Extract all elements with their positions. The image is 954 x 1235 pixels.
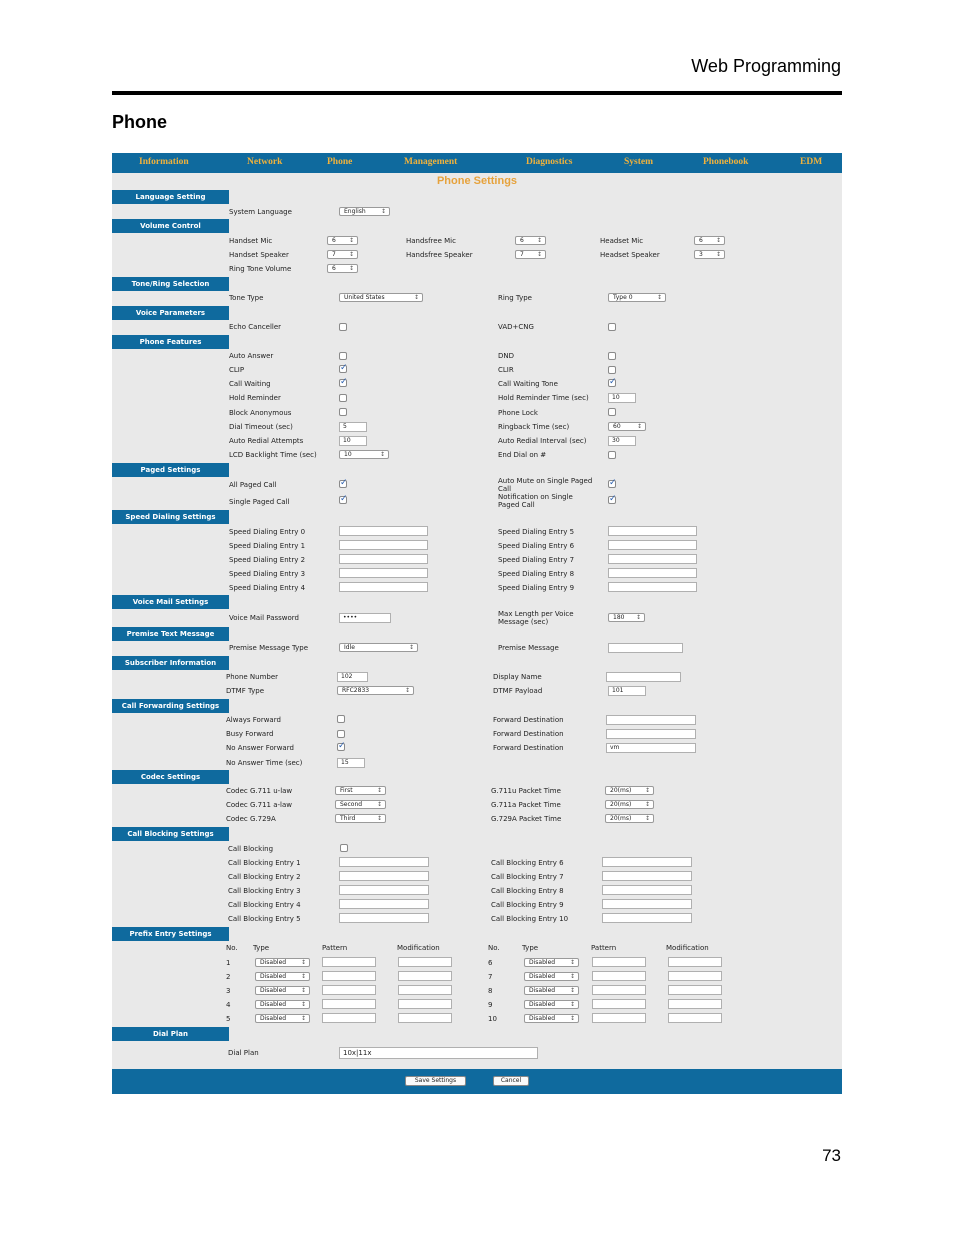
codec-g711u-select[interactable]: First ↕ xyxy=(335,786,386,795)
forward-destination-input[interactable]: vm xyxy=(606,743,696,753)
call-blocking-entry-input[interactable] xyxy=(602,913,692,923)
dnd-checkbox[interactable] xyxy=(608,352,616,360)
speed-entry-input[interactable] xyxy=(608,568,697,578)
call-blocking-entry-label: Call Blocking Entry 3 xyxy=(228,887,301,895)
display-name-input[interactable] xyxy=(606,672,681,682)
call-blocking-entry-label: Call Blocking Entry 2 xyxy=(228,873,301,881)
clip-checkbox[interactable] xyxy=(339,365,347,373)
g729a-packet-time-label: G.729A Packet Time xyxy=(491,815,562,823)
dtmf-type-select[interactable]: RFC2833 ↕ xyxy=(337,686,414,695)
footer-bar xyxy=(112,1069,842,1094)
codec-g711a-label: Codec G.711 a-law xyxy=(226,801,293,809)
forward-destination-input[interactable] xyxy=(606,729,696,739)
call-blocking-label: Call Blocking xyxy=(228,845,274,853)
headset-speaker-select[interactable]: 3 ↕ xyxy=(694,250,725,259)
handset-speaker-select[interactable]: 7 ↕ xyxy=(327,250,358,259)
lcd-backlight-select[interactable]: 10 ↕ xyxy=(339,450,389,459)
dtmf-payload-input[interactable]: 101 xyxy=(608,686,646,696)
section-tone: Tone/Ring Selection xyxy=(112,277,229,291)
prefix-row-number: 2 xyxy=(226,973,231,981)
codec-g729a-select[interactable]: Third ↕ xyxy=(335,814,386,823)
echo-canceller-label: Echo Canceller xyxy=(229,323,282,331)
premise-type-label: Premise Message Type xyxy=(229,644,309,652)
nav-network[interactable]: Network xyxy=(247,157,283,167)
call-blocking-checkbox[interactable] xyxy=(340,844,348,852)
section-premise-text: Premise Text Message xyxy=(112,627,229,641)
call-blocking-entry-label: Call Blocking Entry 10 xyxy=(491,915,569,923)
speed-entry-input[interactable] xyxy=(608,554,697,564)
call-waiting-tone-label: Call Waiting Tone xyxy=(498,380,558,388)
speed-entry-input[interactable] xyxy=(608,540,697,550)
prefix-modification-input[interactable] xyxy=(398,1013,452,1023)
dtmf-payload-label: DTMF Payload xyxy=(493,687,543,695)
section-speed-dialing: Speed Dialing Settings xyxy=(112,510,229,524)
section-language: Language Setting xyxy=(112,190,229,204)
prefix-type-select[interactable]: Disabled ↕ xyxy=(255,1000,310,1009)
prefix-modification-input[interactable] xyxy=(668,971,722,981)
call-blocking-entry-input[interactable] xyxy=(602,857,692,867)
speed-entry-label: Speed Dialing Entry 3 xyxy=(229,570,306,578)
tone-type-select[interactable]: United States ↕ xyxy=(339,293,423,302)
prefix-row-number: 9 xyxy=(488,1001,493,1009)
echo-canceller-checkbox[interactable] xyxy=(339,323,347,331)
forward-destination-label: Forward Destination xyxy=(493,744,564,752)
call-blocking-entry-label: Call Blocking Entry 4 xyxy=(228,901,301,909)
nav-phonebook[interactable]: Phonebook xyxy=(703,157,749,167)
section-subscriber: Subscriber Information xyxy=(112,656,229,670)
handset-speaker-label: Handset Speaker xyxy=(229,251,289,259)
section-dial-plan: Dial Plan xyxy=(112,1027,229,1041)
max-length-select[interactable]: 180 ↕ xyxy=(608,613,645,622)
always-forward-checkbox[interactable] xyxy=(337,715,345,723)
no-answer-time-label: No Answer Time (sec) xyxy=(226,759,303,767)
speed-entry-label: Speed Dialing Entry 6 xyxy=(498,542,575,550)
prefix-row-number: 1 xyxy=(226,959,231,967)
section-phone-features: Phone Features xyxy=(112,335,229,349)
prefix-pattern-input[interactable] xyxy=(322,1013,376,1023)
nav-edm[interactable]: EDM xyxy=(800,157,823,167)
speed-entry-input[interactable] xyxy=(339,526,428,536)
speed-entry-label: Speed Dialing Entry 9 xyxy=(498,584,575,592)
prefix-modification-input[interactable] xyxy=(668,999,722,1009)
prefix-pattern-input[interactable] xyxy=(322,957,376,967)
hold-reminder-label: Hold Reminder xyxy=(229,394,281,402)
call-blocking-entry-input[interactable] xyxy=(339,885,429,895)
no-answer-time-input[interactable]: 15 xyxy=(337,758,365,768)
end-dial-checkbox[interactable] xyxy=(608,451,616,459)
phone-number-label: Phone Number xyxy=(226,673,279,681)
section-voice-parameters: Voice Parameters xyxy=(112,306,229,320)
prefix-pattern-input[interactable] xyxy=(592,971,646,981)
prefix-pattern-input[interactable] xyxy=(592,1013,646,1023)
prefix-pattern-input[interactable] xyxy=(592,999,646,1009)
prefix-modification-input[interactable] xyxy=(398,985,452,995)
g729a-packet-time-select[interactable]: 20(ms) ↕ xyxy=(605,814,654,823)
prefix-header-type: Type xyxy=(522,944,539,952)
block-anonymous-checkbox[interactable] xyxy=(339,408,347,416)
speed-entry-input[interactable] xyxy=(339,554,428,564)
call-blocking-entry-input[interactable] xyxy=(602,871,692,881)
prefix-pattern-input[interactable] xyxy=(592,985,646,995)
notification-label-line1: Notification on Single xyxy=(498,493,573,501)
call-blocking-entry-input[interactable] xyxy=(339,913,429,923)
speed-entry-input[interactable] xyxy=(339,540,428,550)
clip-label: CLIP xyxy=(229,366,245,374)
max-length-label-line1: Max Length per Voice xyxy=(498,610,574,618)
ringback-time-select[interactable]: 60 ↕ xyxy=(608,422,646,431)
call-blocking-entry-input[interactable] xyxy=(602,899,692,909)
always-forward-label: Always Forward xyxy=(226,716,281,724)
prefix-pattern-input[interactable] xyxy=(322,985,376,995)
ring-type-select[interactable]: Type 0 ↕ xyxy=(608,293,666,302)
call-blocking-entry-label: Call Blocking Entry 8 xyxy=(491,887,564,895)
page-number: 73 xyxy=(822,1146,841,1165)
codec-g711a-select[interactable]: Second ↕ xyxy=(335,800,386,809)
call-blocking-entry-label: Call Blocking Entry 9 xyxy=(491,901,564,909)
no-answer-forward-label: No Answer Forward xyxy=(226,744,294,752)
forward-destination-input[interactable] xyxy=(606,715,696,725)
all-paged-call-label: All Paged Call xyxy=(229,481,277,489)
handsfree-mic-label: Handsfree Mic xyxy=(406,237,456,245)
prefix-type-select[interactable]: Disabled ↕ xyxy=(524,1000,579,1009)
auto-redial-interval-input[interactable]: 30 xyxy=(608,436,636,446)
dial-plan-input[interactable]: 10x|11x xyxy=(339,1047,538,1059)
section-prefix-entry: Prefix Entry Settings xyxy=(112,927,229,941)
voice-mail-password-input[interactable]: •••• xyxy=(339,613,391,623)
prefix-modification-input[interactable] xyxy=(668,957,722,967)
premise-type-select[interactable]: Idle ↕ xyxy=(339,643,418,652)
auto-mute-label-line2: Call xyxy=(498,485,512,493)
headset-mic-select[interactable]: 6 ↕ xyxy=(694,236,725,245)
call-blocking-entry-label: Call Blocking Entry 6 xyxy=(491,859,564,867)
speed-entry-label: Speed Dialing Entry 2 xyxy=(229,556,306,564)
prefix-row-number: 6 xyxy=(488,959,493,967)
codec-g729a-label: Codec G.729A xyxy=(226,815,276,823)
lcd-backlight-label: LCD Backlight Time (sec) xyxy=(229,451,317,459)
speed-entry-label: Speed Dialing Entry 0 xyxy=(229,528,306,536)
prefix-header-modification: Modification xyxy=(666,944,709,952)
call-blocking-entry-input[interactable] xyxy=(339,899,429,909)
speed-entry-label: Speed Dialing Entry 1 xyxy=(229,542,306,550)
auto-mute-checkbox[interactable] xyxy=(608,480,616,488)
speed-entry-input[interactable] xyxy=(339,568,428,578)
header-rule xyxy=(112,91,842,95)
voice-mail-password-label: Voice Mail Password xyxy=(229,614,299,622)
auto-redial-attempts-label: Auto Redial Attempts xyxy=(229,437,304,445)
single-paged-call-label: Single Paged Call xyxy=(229,498,290,506)
prefix-row-number: 7 xyxy=(488,973,493,981)
auto-answer-label: Auto Answer xyxy=(229,352,274,360)
section-volume: Volume Control xyxy=(112,219,229,233)
page-heading: Phone xyxy=(112,112,168,132)
prefix-type-select[interactable]: Disabled ↕ xyxy=(255,1014,310,1023)
prefix-type-select[interactable]: Disabled ↕ xyxy=(255,972,310,981)
call-waiting-label: Call Waiting xyxy=(229,380,271,388)
call-blocking-entry-label: Call Blocking Entry 7 xyxy=(491,873,564,881)
prefix-row-number: 5 xyxy=(226,1015,231,1023)
block-anonymous-label: Block Anonymous xyxy=(229,409,292,417)
call-blocking-entry-label: Call Blocking Entry 5 xyxy=(228,915,301,923)
busy-forward-checkbox[interactable] xyxy=(337,730,345,738)
vad-cng-label: VAD+CNG xyxy=(498,323,534,331)
g711u-packet-time-label: G.711u Packet Time xyxy=(491,787,561,795)
dial-plan-label: Dial Plan xyxy=(228,1049,259,1057)
prefix-type-select[interactable]: Disabled ↕ xyxy=(255,958,310,967)
ringback-time-label: Ringback Time (sec) xyxy=(498,423,570,431)
prefix-pattern-input[interactable] xyxy=(322,971,376,981)
hold-reminder-checkbox[interactable] xyxy=(339,394,347,402)
auto-mute-label-line1: Auto Mute on Single Paged xyxy=(498,477,593,485)
notification-label-line2: Paged Call xyxy=(498,501,535,509)
prefix-modification-input[interactable] xyxy=(668,985,722,995)
dnd-label: DND xyxy=(498,352,515,360)
section-paged: Paged Settings xyxy=(112,463,229,477)
call-blocking-entry-input[interactable] xyxy=(339,871,429,881)
phone-lock-label: Phone Lock xyxy=(498,409,538,417)
g711u-packet-time-select[interactable]: 20(ms) ↕ xyxy=(605,786,654,795)
cancel-button[interactable]: Cancel xyxy=(493,1076,529,1086)
end-dial-label: End Dial on # xyxy=(498,451,547,459)
dial-timeout-input[interactable]: 5 xyxy=(339,422,367,432)
prefix-type-select[interactable]: Disabled ↕ xyxy=(524,972,579,981)
single-paged-call-checkbox[interactable] xyxy=(339,496,347,504)
prefix-type-select[interactable]: Disabled ↕ xyxy=(524,1014,579,1023)
call-blocking-entry-input[interactable] xyxy=(339,857,429,867)
speed-entry-input[interactable] xyxy=(339,582,428,592)
all-paged-call-checkbox[interactable] xyxy=(339,480,347,488)
frame-title: Phone Settings xyxy=(436,175,518,187)
prefix-type-select[interactable]: Disabled ↕ xyxy=(255,986,310,995)
g711a-packet-time-select[interactable]: 20(ms) ↕ xyxy=(605,800,654,809)
ring-tone-volume-label: Ring Tone Volume xyxy=(229,265,292,273)
handset-mic-select[interactable]: 6 ↕ xyxy=(327,236,358,245)
phone-number-input[interactable]: 102 xyxy=(337,672,368,682)
prefix-row-number: 8 xyxy=(488,987,493,995)
ring-tone-volume-select[interactable]: 6 ↕ xyxy=(327,264,358,273)
prefix-type-select[interactable]: Disabled ↕ xyxy=(524,986,579,995)
phone-lock-checkbox[interactable] xyxy=(608,408,616,416)
system-language-label: System Language xyxy=(229,208,292,216)
nav-system[interactable]: System xyxy=(624,157,654,167)
prefix-row-number: 4 xyxy=(226,1001,231,1009)
save-settings-button[interactable]: Save Settings xyxy=(405,1076,466,1086)
premise-message-input[interactable] xyxy=(608,643,683,653)
auto-redial-attempts-input[interactable]: 10 xyxy=(339,436,367,446)
forward-destination-label: Forward Destination xyxy=(493,716,564,724)
system-language-select[interactable]: English ↕ xyxy=(339,207,390,216)
prefix-modification-input[interactable] xyxy=(668,1013,722,1023)
hold-reminder-time-label: Hold Reminder Time (sec) xyxy=(498,394,589,402)
prefix-header-no: No. xyxy=(226,944,238,952)
codec-g711u-label: Codec G.711 u-law xyxy=(226,787,293,795)
clir-checkbox[interactable] xyxy=(608,366,616,374)
dial-timeout-label: Dial Timeout (sec) xyxy=(229,423,293,431)
no-answer-forward-checkbox[interactable] xyxy=(337,743,345,751)
nav-management[interactable]: Management xyxy=(404,157,458,167)
hold-reminder-time-input[interactable]: 10 xyxy=(608,393,636,403)
speed-entry-input[interactable] xyxy=(608,526,697,536)
prefix-type-select[interactable]: Disabled ↕ xyxy=(524,958,579,967)
prefix-header-pattern: Pattern xyxy=(322,944,348,952)
nav-diagnostics[interactable]: Diagnostics xyxy=(526,157,573,167)
prefix-header-type: Type xyxy=(253,944,270,952)
handset-mic-label: Handset Mic xyxy=(229,237,273,245)
section-voice-mail: Voice Mail Settings xyxy=(112,595,229,609)
g711a-packet-time-label: G.711a Packet Time xyxy=(491,801,561,809)
display-name-label: Display Name xyxy=(493,673,542,681)
handsfree-mic-select[interactable]: 6 ↕ xyxy=(515,236,546,245)
prefix-row-number: 10 xyxy=(488,1015,497,1023)
notification-checkbox[interactable] xyxy=(608,496,616,504)
prefix-header-modification: Modification xyxy=(397,944,440,952)
nav-information[interactable]: Information xyxy=(139,157,189,167)
dtmf-type-label: DTMF Type xyxy=(226,687,265,695)
prefix-header-pattern: Pattern xyxy=(591,944,617,952)
prefix-row-number: 3 xyxy=(226,987,231,995)
vad-cng-checkbox[interactable] xyxy=(608,323,616,331)
speed-entry-label: Speed Dialing Entry 8 xyxy=(498,570,575,578)
call-blocking-entry-input[interactable] xyxy=(602,885,692,895)
forward-destination-label: Forward Destination xyxy=(493,730,564,738)
prefix-modification-input[interactable] xyxy=(398,971,452,981)
headset-speaker-label: Headset Speaker xyxy=(600,251,660,259)
speed-entry-label: Speed Dialing Entry 4 xyxy=(229,584,306,592)
handsfree-speaker-select[interactable]: 7 ↕ xyxy=(515,250,546,259)
section-call-blocking: Call Blocking Settings xyxy=(112,827,229,841)
speed-entry-label: Speed Dialing Entry 7 xyxy=(498,556,575,564)
ring-type-label: Ring Type xyxy=(498,294,532,302)
header-title: Web Programming xyxy=(691,56,841,76)
auto-redial-interval-label: Auto Redial Interval (sec) xyxy=(498,437,587,445)
nav-phone[interactable]: Phone xyxy=(327,157,353,167)
clir-label: CLIR xyxy=(498,366,514,374)
handsfree-speaker-label: Handsfree Speaker xyxy=(406,251,473,259)
section-call-forwarding: Call Forwarding Settings xyxy=(112,699,229,713)
speed-entry-label: Speed Dialing Entry 5 xyxy=(498,528,575,536)
headset-mic-label: Headset Mic xyxy=(600,237,644,245)
section-codec: Codec Settings xyxy=(112,770,229,784)
call-waiting-checkbox[interactable] xyxy=(339,379,347,387)
prefix-pattern-input[interactable] xyxy=(592,957,646,967)
auto-answer-checkbox[interactable] xyxy=(339,352,347,360)
busy-forward-label: Busy Forward xyxy=(226,730,274,738)
tone-type-label: Tone Type xyxy=(229,294,264,302)
speed-entry-input[interactable] xyxy=(608,582,697,592)
prefix-header-no: No. xyxy=(488,944,500,952)
prefix-modification-input[interactable] xyxy=(398,957,452,967)
call-blocking-entry-label: Call Blocking Entry 1 xyxy=(228,859,301,867)
max-length-label-line2: Message (sec) xyxy=(498,618,549,626)
prefix-modification-input[interactable] xyxy=(398,999,452,1009)
premise-message-label: Premise Message xyxy=(498,644,559,652)
phone-settings-screenshot xyxy=(112,153,842,1094)
call-waiting-tone-checkbox[interactable] xyxy=(608,379,616,387)
prefix-pattern-input[interactable] xyxy=(322,999,376,1009)
nav-bar xyxy=(112,153,842,173)
